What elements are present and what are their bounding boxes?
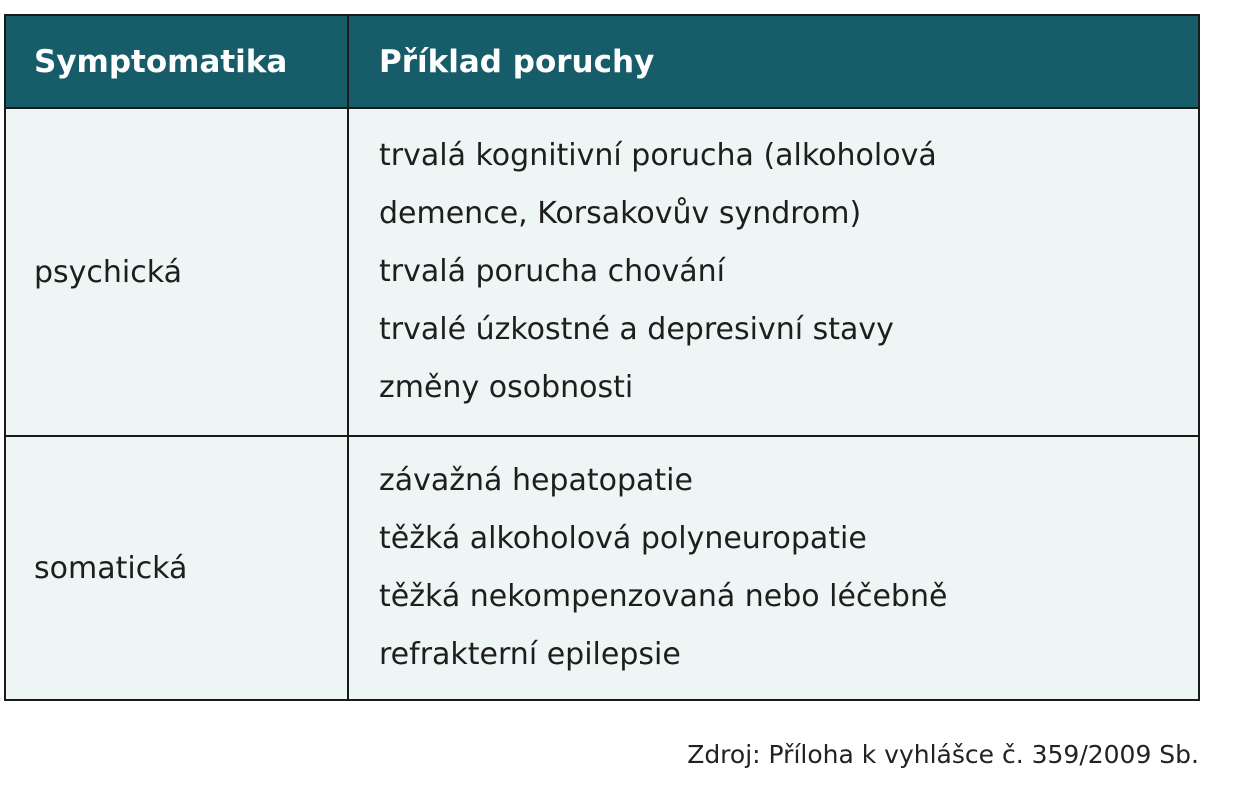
row-disorders-somaticka	[349, 437, 1198, 699]
row-label-somaticka: somatická	[6, 437, 349, 699]
disorder-item: refrakterní epilepsie	[379, 637, 681, 672]
table-row	[6, 437, 1198, 699]
header-symptomatika: Symptomatika	[6, 16, 349, 107]
disorder-item: trvalé úzkostné a depresivní stavy	[379, 312, 894, 347]
disorder-item: těžká alkoholová polyneuropatie	[379, 521, 867, 556]
disorder-item: trvalá porucha chování	[379, 254, 726, 289]
disorder-item: trvalá kognitivní porucha (alkoholová	[379, 138, 937, 173]
header-priklad-poruchy: Příklad poruchy	[379, 43, 655, 80]
disorder-item: závažná hepatopatie	[379, 463, 693, 498]
disorder-item: demence, Korsakovův syndrom)	[379, 196, 862, 231]
row-disorders-psychicka	[349, 109, 1198, 435]
table-header-row	[6, 16, 1198, 109]
disorder-item: těžká nekompenzovaná nebo léčebně	[379, 579, 948, 614]
source-note: Zdroj: Příloha k vyhlášce č. 359/2009 Sb.	[687, 740, 1199, 769]
disorder-item: změny osobnosti	[379, 370, 634, 405]
disorders-table	[4, 14, 1200, 701]
table-row	[6, 109, 1198, 437]
row-label-psychicka: psychická	[6, 109, 349, 435]
